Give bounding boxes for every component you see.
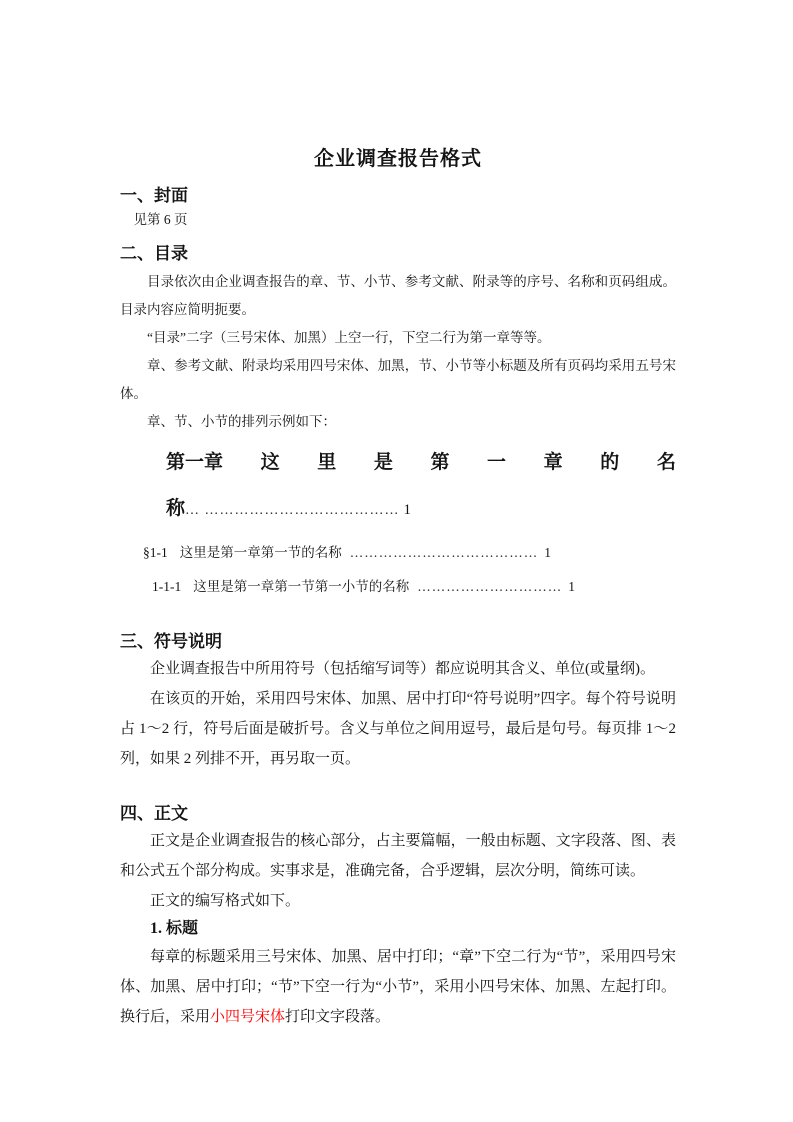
subsection-heading-title: 1. 标题 <box>150 920 199 937</box>
chapter-entry-segment: 的 <box>600 452 620 473</box>
main-paragraph-2: 正文的编写格式如下。 <box>150 893 301 909</box>
chapter-entry-line2 <box>166 486 676 534</box>
paragraph-text: 打印文字段落。 <box>285 1009 391 1025</box>
entry-page-number: 1 <box>544 545 551 560</box>
chapter-entry-segment: 一 <box>487 452 507 473</box>
chapter-entry-segment: 是 <box>373 452 393 473</box>
chapter-entry-segment: 第 <box>430 452 450 473</box>
chapter-entry-wrap-char: 称 <box>166 498 186 519</box>
chapter-entry-segment: 这 <box>260 452 280 473</box>
toc-paragraph-4: 章、节、小节的排列示例如下： <box>147 414 336 429</box>
red-highlight-text: 小四号宋体 <box>210 1009 286 1025</box>
subsection-entry-label: 1-1-1 <box>152 579 182 594</box>
section-entry-title: 这里是第一章第一节的名称 <box>179 545 342 560</box>
chapter-entry-segment: 名 <box>656 452 676 473</box>
toc-example-section-entry <box>143 536 676 570</box>
main-paragraph-1: 正文是企业调查报告的核心部分，占主要篇幅，一般由标题、文字段落、图、表和公式五个部分构成。实事求是，准确完备，合乎逻辑，层次分明，简练可读。 <box>120 833 676 879</box>
section-heading-main: 四、正文 <box>120 804 188 823</box>
leader-dots: ………………………… <box>417 579 563 594</box>
symbols-paragraph-2: 在该页的开始，采用四号宋体、加黑、居中打印“符号说明”四字。每个符号说明占 1～2 行，符号后面是破折号。含义与单位之间用逗号，最后是句号。每页排 1～2 列，如果 2 列排不开，再另取一页。 <box>120 691 676 767</box>
subsection-entry-title: 这里是第一章第一节第一小节的名称 <box>193 579 410 594</box>
document-title: 企业调查报告格式 <box>314 148 482 170</box>
chapter-entry-line1 <box>166 440 676 486</box>
chapter-entry-segment: 第一章 <box>166 452 224 473</box>
section-heading-cover: 一、封面 <box>120 186 188 205</box>
toc-example-subsection-entry <box>152 570 676 604</box>
symbols-paragraph-1: 企业调查报告中所用符号（包括缩写词等）都应说明其含义、单位(或量纲)。 <box>150 661 655 677</box>
section-entry-label: §1-1 <box>143 545 168 560</box>
main-paragraph-3 <box>120 942 676 1032</box>
leader-dots: … ………………………………… <box>185 503 400 518</box>
chapter-entry-segment: 章 <box>543 452 563 473</box>
toc-paragraph-1: 目录依次由企业调查报告的章、节、小节、参考文献、附录等的序号、名称和页码组成。目录内容应简明扼要。 <box>120 274 676 317</box>
entry-page-number: 1 <box>568 579 575 594</box>
section-heading-symbols: 三、符号说明 <box>120 632 222 651</box>
cover-body-text: 见第 6 页 <box>133 212 188 227</box>
paragraph-text: 每章的标题采用三号宋体、加黑、居中打印；“章”下空二行为“节”，采用四号宋体、加黑、居中打印；“节”下空一行为“小节”，采用小四号宋体、加黑、左起打印。换行后，采用 <box>120 949 676 1025</box>
toc-paragraph-2: “目录”二字（三号宋体、加黑）上空一行，下空二行为第一章等等。 <box>147 330 551 345</box>
leader-dots: ………………………………… <box>349 545 539 560</box>
toc-paragraph-3: 章、参考文献、附录均采用四号宋体、加黑，节、小节等小标题及所有页码均采用五号宋体。 <box>120 358 676 401</box>
entry-page-number: 1 <box>403 502 412 518</box>
chapter-entry-segment: 里 <box>317 452 337 473</box>
toc-example-chapter-entry <box>166 440 676 534</box>
section-heading-toc: 二、目录 <box>120 244 188 263</box>
